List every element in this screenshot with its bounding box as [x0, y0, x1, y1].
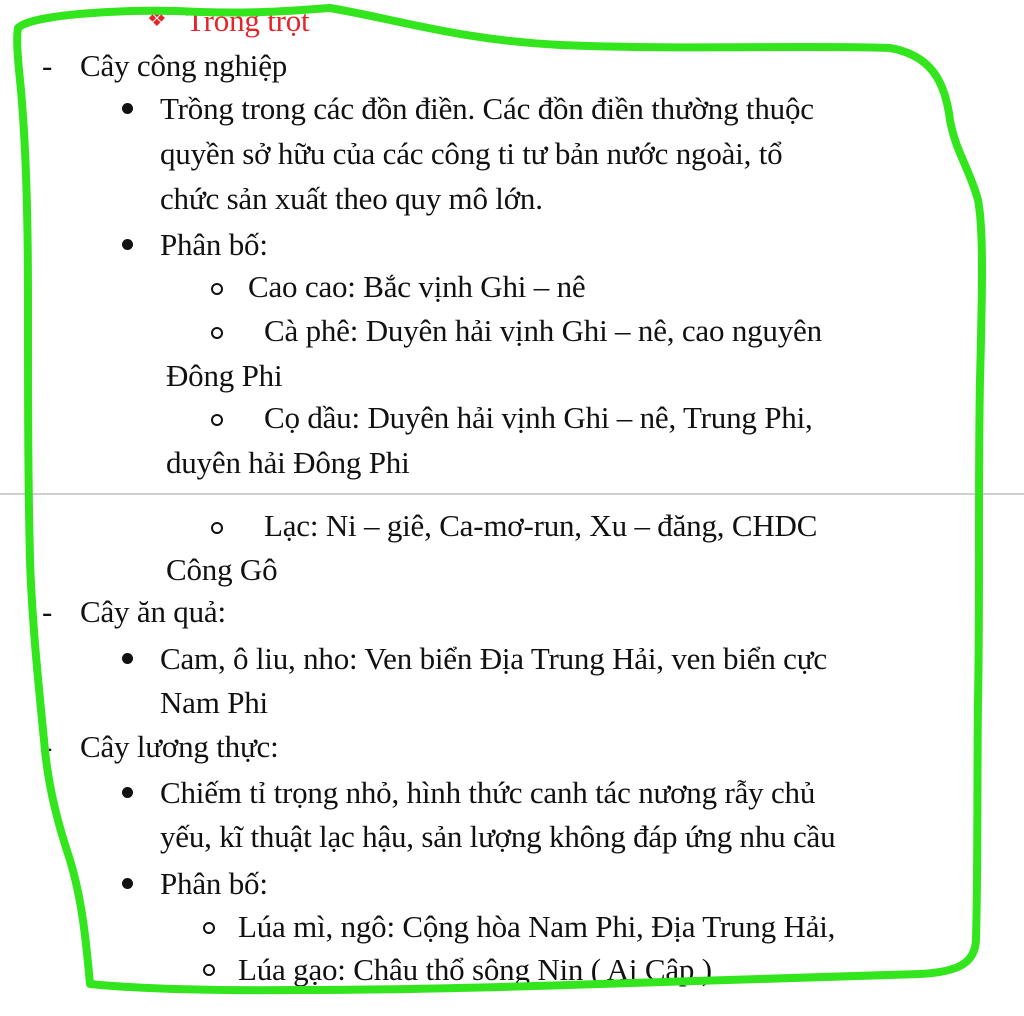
oil-palm-item-line1: Cọ dầu: Duyên hải vịnh Ghi – nê, Trung Phi,	[264, 400, 813, 435]
cacao-item: Cao cao: Bắc vịnh Ghi – nê	[248, 269, 586, 304]
food-distribution-label: Phân bố:	[160, 866, 268, 901]
wheat-corn-item: Lúa mì, ngô: Cộng hòa Nam Phi, Địa Trung Hải,	[238, 909, 836, 944]
industrial-distribution-label: Phân bố:	[160, 227, 268, 262]
circle-bullet-icon	[211, 283, 223, 295]
peanut-item-line2: Công Gô	[166, 552, 278, 587]
bullet-icon	[122, 878, 133, 889]
circle-bullet-icon	[203, 964, 215, 976]
peanut-item-line1: Lạc: Ni – giê, Ca-mơ-run, Xu – đăng, CHDC	[264, 508, 818, 543]
food-bullet1-line1: Chiếm tỉ trọng nhỏ, hình thức canh tác nương rẫy chủ	[160, 775, 816, 810]
food-bullet1-line2: yếu, kĩ thuật lạc hậu, sản lượng không đáp ứng nhu cầu	[160, 819, 836, 854]
dash-marker: -	[42, 48, 53, 83]
industrial-crops-title: Cây công nghiệp	[80, 48, 288, 83]
section-heading: Trồng trọt	[186, 3, 310, 38]
rice-item: Lúa gạo: Châu thổ sông Nin ( Ai Cập )	[238, 952, 712, 987]
industrial-bullet1-line1: Trồng trong các đồn điền. Các đồn điền thường thuộc	[160, 91, 814, 126]
industrial-bullet1-line3: chức sản xuất theo quy mô lớn.	[160, 181, 543, 216]
fruit-bullet1-line2: Nam Phi	[160, 685, 268, 720]
fruit-trees-title: Cây ăn quả:	[80, 594, 226, 629]
dash-marker: -	[42, 594, 53, 629]
coffee-item-line1: Cà phê: Duyên hải vịnh Ghi – nê, cao nguyên	[264, 313, 822, 348]
bullet-icon	[122, 787, 133, 798]
circle-bullet-icon	[203, 922, 215, 934]
bullet-icon	[122, 239, 133, 250]
circle-bullet-icon	[211, 522, 223, 534]
bullet-icon	[122, 653, 133, 664]
page-break-divider	[0, 493, 1024, 495]
fruit-bullet1-line1: Cam, ô liu, nho: Ven biển Địa Trung Hải, ven biển cực	[160, 641, 827, 676]
diamond-bullet-icon: ❖	[147, 6, 167, 31]
oil-palm-item-line2: duyên hải Đông Phi	[166, 445, 410, 480]
industrial-bullet1-line2: quyền sở hữu của các công ti tư bản nước ngoài, tổ	[160, 136, 783, 171]
circle-bullet-icon	[211, 414, 223, 426]
coffee-item-line2: Đông Phi	[166, 358, 283, 393]
bullet-icon	[122, 103, 133, 114]
dash-marker: -	[42, 729, 53, 764]
food-crops-title: Cây lương thực:	[80, 729, 279, 764]
circle-bullet-icon	[211, 327, 223, 339]
